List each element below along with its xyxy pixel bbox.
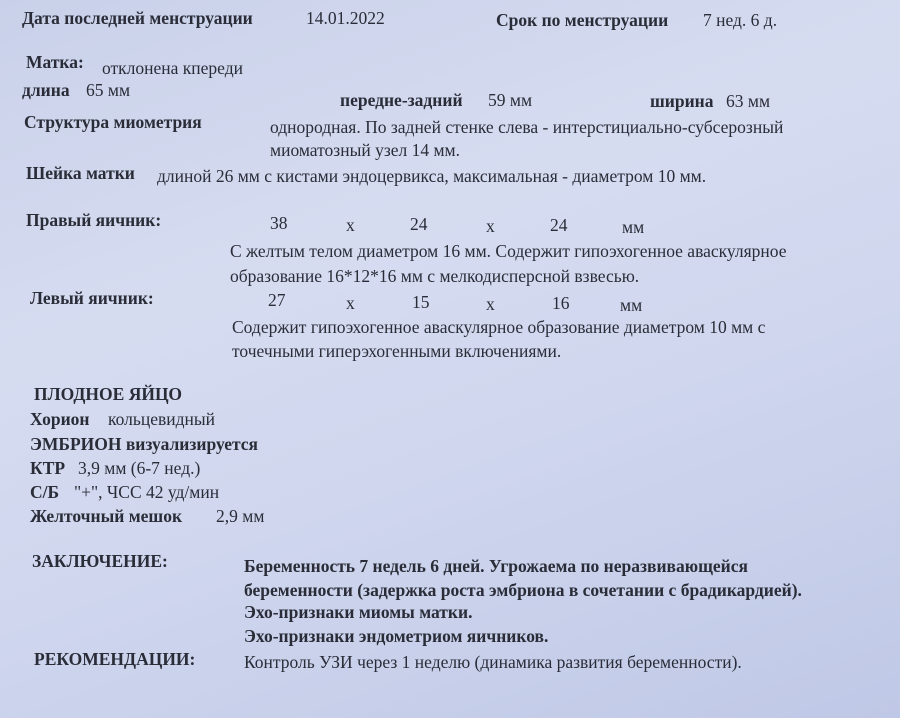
right-ovary-dim-3: 24 — [550, 215, 568, 235]
left-ovary-dim-1: 27 — [268, 290, 286, 310]
ktr-label: КТР — [30, 458, 66, 478]
conclusion-label: ЗАКЛЮЧЕНИЕ: — [32, 551, 168, 571]
cervix-text: длиной 26 мм с кистами эндоцервикса, максимальная - диаметром 10 мм. — [157, 166, 707, 186]
recommendations-text: Контроль УЗИ через 1 неделю (динамика развития беременности). — [244, 652, 742, 672]
conclusion-line-1: Беременность 7 недель 6 дней. Угрожаема по неразвивающейся — [244, 556, 748, 576]
myometrium-label: Структура миометрия — [24, 112, 202, 132]
myometrium-line-2: миоматозный узел 14 мм. — [270, 140, 461, 160]
lmp-value: 14.01.2022 — [306, 8, 385, 28]
uterus-width-label: ширина — [650, 91, 714, 111]
left-ovary-dim-3: 16 — [552, 293, 570, 313]
uterus-ap-value: 59 мм — [488, 90, 533, 110]
left-ovary-unit: мм — [620, 295, 643, 315]
uterus-label: Матка: — [26, 52, 84, 72]
embryo-status: ЭМБРИОН визуализируется — [30, 434, 259, 454]
term-value: 7 нед. 6 д. — [703, 10, 778, 30]
right-ovary-dim-2: 24 — [410, 214, 428, 234]
conclusion-line-2: беременности (задержка роста эмбриона в сочетании с брадикардией). — [244, 580, 802, 600]
uterus-length-label: длина — [22, 80, 70, 100]
left-ovary-label: Левый яичник: — [30, 288, 154, 308]
left-ovary-dim-2: 15 — [412, 292, 430, 312]
right-ovary-line-2: образование 16*12*16 мм с мелкодисперсной взвесью. — [230, 266, 640, 286]
left-ovary-line-2: точечными гиперэхогенными включениями. — [232, 341, 562, 361]
right-ovary-x-1: x — [346, 215, 355, 235]
yolk-sac-label: Желточный мешок — [30, 506, 183, 526]
uterus-width-value: 63 мм — [726, 91, 771, 111]
right-ovary-label: Правый яичник: — [26, 210, 162, 230]
right-ovary-line-1: С желтым телом диаметром 16 мм. Содержит гипоэхогенное аваскулярное — [230, 241, 787, 261]
left-ovary-line-1: Содержит гипоэхогенное аваскулярное образование диаметром 10 мм с — [232, 317, 766, 337]
yolk-sac-value: 2,9 мм — [216, 506, 265, 526]
right-ovary-x-2: x — [486, 216, 495, 236]
myometrium-line-1: однородная. По задней стенке слева - интерстициально-субсерозный — [270, 117, 784, 137]
right-ovary-dim-1: 38 — [270, 213, 288, 233]
conclusion-line-3: Эхо-признаки миомы матки. — [244, 602, 473, 622]
ovum-title: ПЛОДНОЕ ЯЙЦО — [34, 384, 182, 404]
uterus-position: отклонена кпереди — [102, 58, 243, 78]
cervix-label: Шейка матки — [26, 163, 135, 183]
ktr-value: 3,9 мм (6-7 нед.) — [78, 458, 201, 478]
lmp-label: Дата последней менструации — [22, 8, 253, 28]
recommendations-label: РЕКОМЕНДАЦИИ: — [34, 649, 196, 669]
heart-label: С/Б — [30, 482, 60, 502]
chorion-label: Хорион — [30, 409, 90, 429]
right-ovary-unit: мм — [622, 217, 645, 237]
left-ovary-x-2: x — [486, 294, 495, 314]
conclusion-line-4: Эхо-признаки эндометриом яичников. — [244, 626, 549, 646]
chorion-value: кольцевидный — [108, 409, 215, 429]
uterus-length-value: 65 мм — [86, 80, 131, 100]
heart-value: "+", ЧСС 42 уд/мин — [74, 482, 220, 502]
uterus-ap-label: передне-задний — [340, 90, 463, 110]
term-label: Срок по менструации — [496, 10, 669, 30]
left-ovary-x-1: x — [346, 293, 355, 313]
